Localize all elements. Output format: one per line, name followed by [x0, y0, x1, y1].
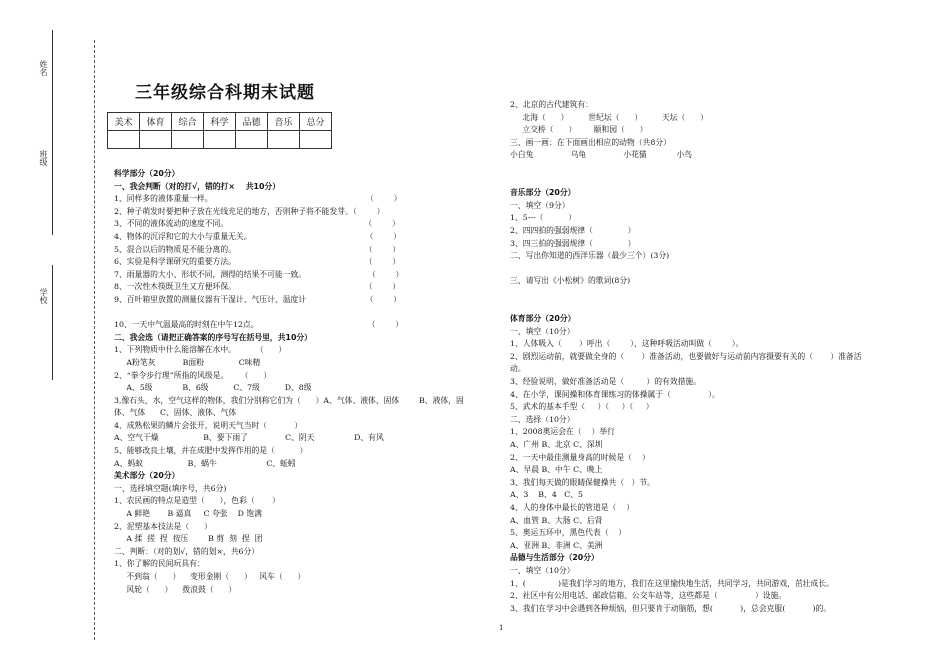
question-line: 二、选择（10分）	[510, 414, 575, 424]
score-entry-cell[interactable]	[268, 131, 300, 149]
question-line: 2、剧烈运动前，就要做全身的（ ）准备活动，也要做好与运动前内容摄要有关的（ ）准备活	[510, 351, 862, 361]
question-line: A、蚂蚁 B、蜗牛 C、蚯蚓	[114, 458, 296, 468]
right-column	[510, 99, 930, 615]
question-line: A、广州 B、北京 C、深圳	[510, 440, 603, 450]
score-entry-cell[interactable]	[300, 131, 332, 149]
section-heading: 音乐部分（20分）	[510, 188, 576, 198]
question-line: 4、人的身体中最长的管道是（ ）	[510, 503, 635, 512]
question-line: 3、不同的液体流动的速度不同。 （ ）	[114, 219, 400, 229]
score-entry-cell[interactable]	[236, 131, 268, 149]
question-line: 三、请写出《小松树》的歌词(8分)	[510, 276, 631, 286]
score-entry-cell[interactable]	[172, 131, 204, 149]
question-line: 5、能够改良土壤，并在成肥中发挥作用的是（ ）	[114, 446, 308, 456]
question-line	[510, 301, 930, 314]
question-line	[114, 307, 499, 320]
section-heading: 二、我会选（请把正确答案的序号写在括号里，共10分）	[114, 332, 312, 342]
score-entry-cell[interactable]	[108, 131, 140, 149]
question-line: 1、5---（ ）	[510, 213, 576, 223]
score-table	[107, 112, 332, 149]
question-line: 一、选择填空题(填序号，共6分)	[114, 483, 227, 493]
question-line: A 鲜艳 B 逼真 C 夸张 D 饱满	[114, 509, 262, 519]
class-blank-line[interactable]	[52, 115, 53, 235]
question-line: 2、“拳令步行理”所指的风级是。 （ ）	[114, 370, 272, 380]
question-line: 4、物体的沉浮和它的大小与重量无关。 （ ）	[114, 231, 401, 241]
section-heading: 一、我会判断（对的打√，错的打× 共10分）	[114, 181, 280, 191]
question-line	[510, 288, 930, 301]
question-line: 二、写出你知道的西洋乐器（最少三个）(3分)	[510, 251, 670, 261]
question-line: A、亚洲 B、非洲 C、美洲	[510, 540, 603, 550]
class-label: 班级	[39, 150, 48, 166]
name-blank-line[interactable]	[52, 30, 53, 120]
question-line: 4、在小学，课间操和体育课练习的体操属于（ ）。	[510, 389, 720, 399]
question-line: 5、混合以后的物质是不能分离的。 （ ）	[114, 244, 401, 254]
question-line: 立交桥（ ） 颐和园（ ）	[510, 125, 648, 135]
score-entry-cell[interactable]	[140, 131, 172, 149]
section-heading: 体育部分（20分）	[510, 314, 576, 324]
question-line: 风轮（ ） 拨浪鼓（ ）	[114, 584, 237, 594]
question-line: 一、填空（9分）	[510, 200, 570, 210]
school-label: 学校	[39, 288, 48, 304]
score-header-cell: 美术	[108, 113, 140, 131]
question-line: 2、一天中最佳测量身高的时候是（ ）	[510, 452, 650, 462]
name-label: 姓名	[39, 60, 48, 76]
question-line: 1、下列物质中什么能溶解在水中。 （ ）	[114, 345, 287, 355]
page-number: 1	[499, 624, 504, 632]
question-line: 1、人体吸入（ ）呼出（ ），这种呼吸活动叫做（ ）。	[510, 339, 744, 349]
school-blank-line[interactable]	[52, 265, 53, 380]
question-line	[510, 175, 930, 188]
question-line: 2、社区中有公用电话、邮政信箱、公交车站等，这些都是（ ）设施。	[510, 591, 787, 601]
question-line: 小白兔 乌龟 小花猫 小鸟	[510, 150, 693, 160]
question-line: 4、成熟松果的鳞片会张开，说明天气当时（ ）	[114, 420, 303, 430]
question-line: 9、百叶箱里放置的测量仪器有干湿计、气压计、温度计 （ ）	[114, 294, 401, 304]
question-line: 8、一次性木筷既卫生又方便环保。 （ ）	[114, 282, 401, 292]
question-line: 3、四三拍的强弱规律（ ）	[510, 238, 636, 248]
binding-line	[94, 40, 95, 640]
question-line: 3、我们在学习中会遇到各种烦恼，但只要肯于动脑筋，想( )，总会克服( )的。	[510, 603, 832, 613]
question-line: A粉笔灰 B面粉 C味精	[114, 357, 261, 367]
score-entry-cell[interactable]	[204, 131, 236, 149]
question-line: 1、你了解的民间玩具有：	[114, 559, 205, 569]
question-line: 三、画一画：在下面画出相应的动物（共8分）	[510, 137, 671, 147]
question-line: 1、农民画的特点是造型（ ），色彩（ ）	[114, 496, 280, 506]
question-line: 2、种子萌发时要把种子放在光线充足的地方，否则种子将不能发芽。（ ）	[114, 206, 385, 216]
question-line: 6、实验是科学课研究的重要方法。 （ ）	[114, 257, 401, 267]
question-line: 2、北京的古代建筑有：	[510, 100, 593, 109]
question-line: 5、武术的基本手型（ ）（ ）（ ）	[510, 402, 654, 412]
question-line: 1、同样多的液体重量一样。 （ ）	[114, 194, 402, 204]
question-line: 不到翁（ ） 变形金刚（ ） 风车（ ）	[114, 572, 306, 581]
question-line: 1、( )是我们学习的地方，我们在这里愉快地生活，共同学习，共同游戏，茁壮成长。	[510, 578, 834, 588]
question-line: 动。	[510, 364, 526, 374]
score-header-cell: 综合	[172, 113, 204, 131]
question-line: A、早晨 B、中午 C、晚上	[510, 465, 603, 475]
question-line: 5、奥运五环中，黑色代表（ ）	[510, 528, 627, 538]
left-column	[114, 168, 499, 596]
section-heading: 美术部分（20分）	[114, 471, 180, 481]
question-line: 10、一天中气温最高的时刻在中午12点。 （ ）	[114, 320, 404, 330]
score-header-cell: 音乐	[268, 113, 300, 131]
question-line	[510, 162, 930, 175]
question-line: 体、气体 C、固体、液体、气体	[114, 408, 237, 418]
question-line: 北海（ ） 世纪坛（ ） 天坛（ ）	[510, 112, 709, 122]
score-header-cell: 体育	[140, 113, 172, 131]
question-line: 2、四四拍的强弱规律（ ）	[510, 225, 636, 235]
question-line: A、5级 B、6级 C、7级 D、8级	[114, 383, 312, 393]
score-header-cell: 科学	[204, 113, 236, 131]
section-heading: 科学部分（20分）	[114, 169, 180, 178]
question-line: 2、泥塑基本技法是（ ）	[114, 521, 212, 531]
exam-title: 三年级综合科期末试题	[135, 83, 315, 103]
question-line: 3,像石头，水，空气这样的物体，我们分别称它们为（ ）A、气体、液体、固体 B、液体，固	[114, 395, 464, 405]
score-header-cell: 品德	[236, 113, 268, 131]
question-line: A、血管 B、大肠 C、后肾	[510, 515, 603, 525]
question-line	[510, 263, 930, 276]
score-header-cell: 总分	[300, 113, 332, 131]
question-line: 一、填空（10分）	[510, 326, 575, 336]
question-line: 3、我们每天做的眼睛保健操共（ ）节。	[510, 477, 655, 487]
question-line: 1、2008奥运会在（ ）举行	[510, 427, 615, 437]
question-line: A 揉 搓 捏 按压 B 剪 刻 捏 团	[114, 534, 263, 544]
question-line: 3、经验说明，做好准备活动是（ ）的有效措施。	[510, 377, 701, 387]
question-line: A、3 B、4 C、5	[510, 490, 583, 500]
question-line: 一、填空（10分）	[510, 565, 575, 575]
section-heading: 品德与生活部分（20分）	[510, 553, 599, 563]
question-line: 二、判断：（对的划√，错的划×，共6分）	[114, 546, 260, 556]
question-line: A、空气干燥 B、要下雨了 C、阴天 D、有风	[114, 433, 384, 443]
question-line: 7、雨量器的大小、形状不同，测得的结果不可能一致。 （ ）	[114, 269, 404, 279]
